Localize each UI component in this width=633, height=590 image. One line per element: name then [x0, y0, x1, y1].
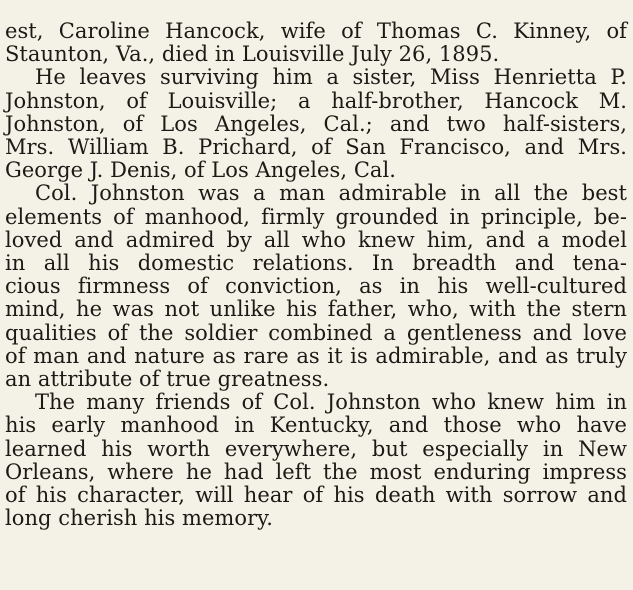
text-line: Staunton, Va., died in Louisville July 26, 1895.	[5, 42, 500, 67]
text-line: mind, he was not unlike his father, who, with the stern	[5, 297, 627, 322]
text-line: his early manhood in Kentucky, and those who have	[5, 413, 627, 438]
text-line: of man and nature as rare as it is admirable, and as truly	[5, 343, 627, 368]
text-line: Col. Johnston was a man admirable in all the best	[35, 181, 627, 206]
text-line: est, Caroline Hancock, wife of Thomas C. Kinney, of	[5, 19, 627, 43]
text-line: qualities of the soldier combined a gentleness and love	[5, 320, 627, 345]
text-line: cious firmness of conviction, as in his well-cultured	[5, 274, 627, 299]
text-block	[5, 20, 627, 530]
text-line: He leaves surviving him a sister, Miss Henrietta P.	[35, 65, 627, 90]
text-line: elements of manhood, firmly grounded in principle, be-	[5, 204, 627, 229]
text-line: Orleans, where he had left the most enduring impress	[5, 459, 627, 484]
text-line: long cherish his memory.	[5, 506, 274, 531]
paragraph-survivors	[5, 66, 627, 182]
text-line: an attribute of true greatness.	[5, 367, 330, 392]
text-line: Johnston, of Louisville; a half-brother, Hancock M.	[5, 88, 627, 113]
text-line: Mrs. William B. Prichard, of San Francisco, and Mrs.	[5, 135, 627, 160]
text-line: George J. Denis, of Los Angeles, Cal.	[5, 158, 396, 183]
text-line: The many friends of Col. Johnston who knew him in	[35, 390, 627, 415]
paragraph-character	[5, 182, 627, 391]
paragraph-continuation	[5, 20, 627, 66]
text-line: Johnston, of Los Angeles, Cal.; and two half-sisters,	[5, 111, 627, 136]
paragraph-friends	[5, 391, 627, 530]
text-line: learned his worth everywhere, but especially in New	[5, 436, 627, 461]
text-line: in all his domestic relations. In breadth and tena-	[5, 251, 627, 276]
text-line: of his character, will hear of his death with sorrow and	[5, 483, 627, 508]
text-line: loved and admired by all who knew him, and a model	[5, 227, 627, 252]
